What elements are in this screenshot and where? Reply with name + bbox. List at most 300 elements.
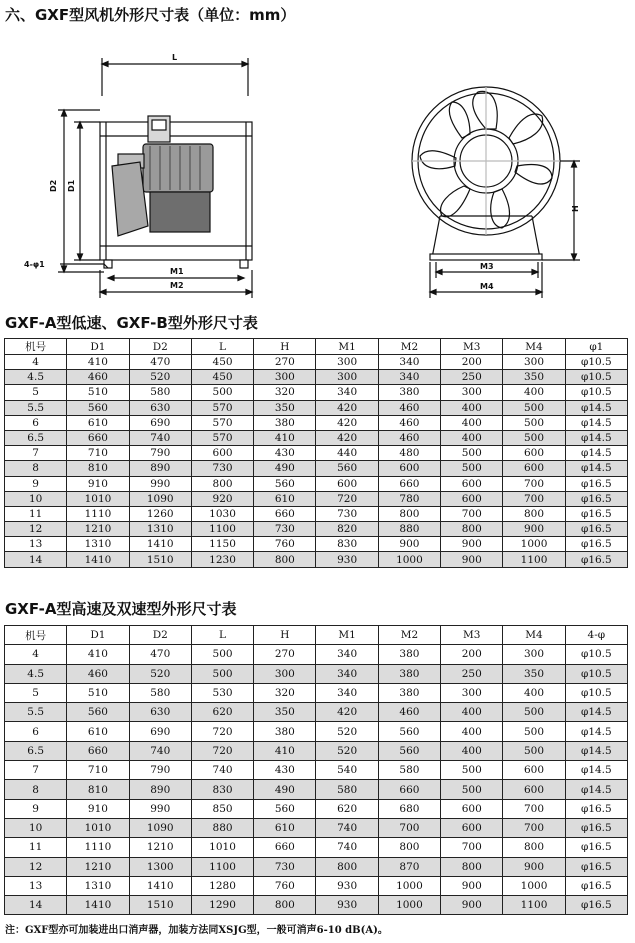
table-row <box>5 799 628 818</box>
table-cell: 12 <box>5 522 67 537</box>
table-cell: 660 <box>254 838 316 857</box>
table-cell: φ16.5 <box>565 838 627 857</box>
table-cell: 610 <box>254 491 316 506</box>
table-cell: 560 <box>254 799 316 818</box>
table-cell: 720 <box>191 722 253 741</box>
table-cell: φ10.5 <box>565 385 627 400</box>
table-cell: 460 <box>378 430 440 445</box>
table-cell: 1410 <box>67 552 129 567</box>
table-cell: 580 <box>378 761 440 780</box>
table-cell: 1000 <box>503 876 565 895</box>
table-cell: 560 <box>316 461 378 476</box>
table-cell: 600 <box>441 818 503 837</box>
table-cell: 340 <box>316 385 378 400</box>
table-cell: 1210 <box>67 857 129 876</box>
table-row <box>5 876 628 895</box>
table-cell: 570 <box>191 430 253 445</box>
table-cell: 470 <box>129 645 191 664</box>
table-cell: 7 <box>5 446 67 461</box>
table-cell: 600 <box>191 446 253 461</box>
table-cell: 780 <box>378 491 440 506</box>
table-cell: φ14.5 <box>565 430 627 445</box>
table-cell: 900 <box>441 896 503 915</box>
table-cell: 700 <box>503 818 565 837</box>
column-header: D1 <box>67 339 129 355</box>
table-cell: 800 <box>441 857 503 876</box>
table-row <box>5 446 628 461</box>
table-cell: 800 <box>191 476 253 491</box>
table-row <box>5 857 628 876</box>
table-row <box>5 683 628 702</box>
table-cell: 1510 <box>129 896 191 915</box>
dim-label-M3: M3 <box>480 262 494 271</box>
table-cell: 790 <box>129 446 191 461</box>
table-cell: φ14.5 <box>565 780 627 799</box>
table-cell: 1150 <box>191 537 253 552</box>
table-cell: 660 <box>67 741 129 760</box>
table-cell: 6 <box>5 415 67 430</box>
table-cell: 1110 <box>67 506 129 521</box>
table-cell: φ14.5 <box>565 415 627 430</box>
table-cell: 600 <box>503 461 565 476</box>
table-cell: 520 <box>316 741 378 760</box>
footnote: 注：GXF型亦可加装进出口消声器，加装方法同XSJG型，一般可消声6-10 dB(A)。 <box>5 925 388 936</box>
table-cell: 560 <box>67 400 129 415</box>
table-cell: 630 <box>129 400 191 415</box>
table-cell: 500 <box>503 741 565 760</box>
table-cell: 500 <box>191 664 253 683</box>
table-cell: 800 <box>441 522 503 537</box>
column-header: M2 <box>378 626 440 645</box>
table-cell: 730 <box>254 522 316 537</box>
table-cell: 350 <box>254 703 316 722</box>
table-cell: 400 <box>441 415 503 430</box>
table-cell: 850 <box>191 799 253 818</box>
table-cell: 1310 <box>129 522 191 537</box>
dim-label-M2: M2 <box>170 281 184 290</box>
table-cell: 710 <box>67 446 129 461</box>
table-cell: 300 <box>441 385 503 400</box>
table-cell: 500 <box>191 385 253 400</box>
table-cell: 5 <box>5 683 67 702</box>
table-cell: 800 <box>503 506 565 521</box>
table-cell: 400 <box>503 385 565 400</box>
table-cell: 400 <box>441 741 503 760</box>
column-header: M3 <box>441 339 503 355</box>
table-cell: 890 <box>129 461 191 476</box>
column-header: 机号 <box>5 626 67 645</box>
table-row <box>5 703 628 722</box>
dim-label-D2: D2 <box>49 179 58 192</box>
table-cell: 720 <box>316 491 378 506</box>
table-cell: 11 <box>5 506 67 521</box>
column-header: M2 <box>378 339 440 355</box>
table-cell: 300 <box>254 664 316 683</box>
table-cell: 270 <box>254 645 316 664</box>
table-cell: 10 <box>5 491 67 506</box>
table-cell: 460 <box>67 664 129 683</box>
table-row <box>5 664 628 683</box>
column-header: M1 <box>316 339 378 355</box>
table-cell: 1010 <box>67 491 129 506</box>
dim-label-M1: M1 <box>170 267 184 276</box>
table-row <box>5 385 628 400</box>
table-row <box>5 838 628 857</box>
fan-dimension-diagram <box>0 26 635 308</box>
table-cell: 1000 <box>378 896 440 915</box>
table-cell: 700 <box>378 818 440 837</box>
table-cell: 510 <box>67 683 129 702</box>
table-cell: 700 <box>503 491 565 506</box>
table-cell: 600 <box>503 761 565 780</box>
table-cell: 530 <box>191 683 253 702</box>
column-header: 4-φ <box>565 626 627 645</box>
table-row <box>5 461 628 476</box>
table-cell: 1280 <box>191 876 253 895</box>
column-header: D2 <box>129 339 191 355</box>
table-cell: 520 <box>129 370 191 385</box>
table-cell: 11 <box>5 838 67 857</box>
table-cell: 760 <box>254 876 316 895</box>
table-cell: 6.5 <box>5 430 67 445</box>
table-header-row <box>5 339 628 355</box>
table-cell: 520 <box>129 664 191 683</box>
table-cell: 340 <box>316 664 378 683</box>
table-cell: 6 <box>5 722 67 741</box>
table-cell: 1030 <box>191 506 253 521</box>
table-cell: φ16.5 <box>565 876 627 895</box>
table-cell: 350 <box>254 400 316 415</box>
table-cell: 990 <box>129 476 191 491</box>
table-cell: 660 <box>378 780 440 799</box>
table-row <box>5 476 628 491</box>
table-cell: 600 <box>441 799 503 818</box>
table-cell: 490 <box>254 461 316 476</box>
table-cell: 690 <box>129 415 191 430</box>
table-cell: 830 <box>191 780 253 799</box>
table-cell: 500 <box>441 461 503 476</box>
table-cell: φ10.5 <box>565 645 627 664</box>
table-cell: 420 <box>316 415 378 430</box>
table-cell: 440 <box>316 446 378 461</box>
table-cell: 380 <box>378 664 440 683</box>
table-cell: 480 <box>378 446 440 461</box>
table-cell: 1230 <box>191 552 253 567</box>
table-cell: 1210 <box>67 522 129 537</box>
table-row <box>5 645 628 664</box>
front-view-drawing <box>412 87 580 298</box>
table-cell: 900 <box>503 857 565 876</box>
table-cell: 9 <box>5 476 67 491</box>
column-header: L <box>191 626 253 645</box>
table-cell: 500 <box>441 446 503 461</box>
table-cell: 1000 <box>378 876 440 895</box>
table-cell: 10 <box>5 818 67 837</box>
table-cell: 600 <box>441 491 503 506</box>
table-cell: φ10.5 <box>565 355 627 370</box>
column-header: M1 <box>316 626 378 645</box>
column-header: D1 <box>67 626 129 645</box>
table-cell: φ14.5 <box>565 741 627 760</box>
table-cell: 720 <box>191 741 253 760</box>
table-cell: 600 <box>503 446 565 461</box>
low-speed-dimension-table <box>4 338 628 568</box>
table-cell: 350 <box>503 664 565 683</box>
table-row <box>5 761 628 780</box>
table-cell: 400 <box>441 703 503 722</box>
table-cell: 420 <box>316 400 378 415</box>
table-cell: 1010 <box>67 818 129 837</box>
table-cell: 600 <box>316 476 378 491</box>
table-cell: 1100 <box>503 896 565 915</box>
table-cell: 900 <box>441 552 503 567</box>
table-cell: 500 <box>503 703 565 722</box>
table-cell: 660 <box>254 506 316 521</box>
table-cell: 570 <box>191 400 253 415</box>
column-header: M4 <box>503 626 565 645</box>
column-header: M3 <box>441 626 503 645</box>
table-cell: 820 <box>316 522 378 537</box>
table-cell: φ10.5 <box>565 664 627 683</box>
table-cell: 12 <box>5 857 67 876</box>
table-cell: 300 <box>503 355 565 370</box>
table-cell: 920 <box>191 491 253 506</box>
table2-title: GXF-A型高速及双速型外形尺寸表 <box>5 600 237 618</box>
table-cell: 700 <box>441 506 503 521</box>
table-cell: 460 <box>67 370 129 385</box>
table-cell: 4 <box>5 355 67 370</box>
table-cell: 380 <box>378 683 440 702</box>
table-cell: 1300 <box>129 857 191 876</box>
table-row <box>5 552 628 567</box>
column-header: D2 <box>129 626 191 645</box>
table-cell: 620 <box>316 799 378 818</box>
table-cell: φ16.5 <box>565 537 627 552</box>
table-cell: 340 <box>378 355 440 370</box>
table-cell: 4 <box>5 645 67 664</box>
table-cell: 470 <box>129 355 191 370</box>
table-cell: 1090 <box>129 491 191 506</box>
table-cell: 740 <box>191 761 253 780</box>
table-cell: 540 <box>316 761 378 780</box>
table-cell: φ14.5 <box>565 703 627 722</box>
table-cell: φ16.5 <box>565 491 627 506</box>
table-row <box>5 818 628 837</box>
table-cell: 570 <box>191 415 253 430</box>
table-cell: φ14.5 <box>565 446 627 461</box>
table-cell: 800 <box>316 857 378 876</box>
table-cell: 400 <box>441 722 503 741</box>
table-cell: 890 <box>129 780 191 799</box>
table-cell: 560 <box>378 741 440 760</box>
table-cell: φ16.5 <box>565 552 627 567</box>
table-cell: 500 <box>503 430 565 445</box>
table-cell: 800 <box>378 838 440 857</box>
table-cell: 460 <box>378 415 440 430</box>
table-cell: 1100 <box>191 522 253 537</box>
table-cell: 410 <box>67 645 129 664</box>
table-cell: 380 <box>378 645 440 664</box>
table-cell: 700 <box>503 476 565 491</box>
table-cell: 1410 <box>129 876 191 895</box>
table-cell: 600 <box>378 461 440 476</box>
table-cell: 410 <box>254 430 316 445</box>
table-cell: 1000 <box>503 537 565 552</box>
table-cell: 810 <box>67 461 129 476</box>
table-cell: 420 <box>316 430 378 445</box>
table-cell: 1010 <box>191 838 253 857</box>
table-cell: 560 <box>67 703 129 722</box>
table-cell: 460 <box>378 703 440 722</box>
table-cell: 760 <box>254 537 316 552</box>
table-cell: 500 <box>441 761 503 780</box>
table-cell: φ16.5 <box>565 506 627 521</box>
column-header: H <box>254 339 316 355</box>
table-cell: 320 <box>254 385 316 400</box>
table-cell: 5.5 <box>5 400 67 415</box>
table-cell: 1510 <box>129 552 191 567</box>
table-cell: 500 <box>503 415 565 430</box>
table-cell: 6.5 <box>5 741 67 760</box>
table-cell: 700 <box>503 799 565 818</box>
table-cell: 870 <box>378 857 440 876</box>
table-cell: 4.5 <box>5 370 67 385</box>
page-title: 六、GXF型风机外形尺寸表（单位：mm） <box>5 6 296 24</box>
table-cell: 630 <box>129 703 191 722</box>
table-cell: 800 <box>254 896 316 915</box>
table-cell: 500 <box>441 780 503 799</box>
table-cell: 14 <box>5 552 67 567</box>
table-row <box>5 430 628 445</box>
table-cell: 900 <box>441 537 503 552</box>
table-cell: φ14.5 <box>565 400 627 415</box>
table-cell: 300 <box>316 370 378 385</box>
table-cell: 900 <box>378 537 440 552</box>
table-cell: 8 <box>5 780 67 799</box>
table-cell: 730 <box>254 857 316 876</box>
table-cell: 5.5 <box>5 703 67 722</box>
table-cell: 460 <box>378 400 440 415</box>
table-cell: 1110 <box>67 838 129 857</box>
table-cell: 380 <box>254 415 316 430</box>
table-cell: 740 <box>316 838 378 857</box>
dim-label-D1: D1 <box>67 179 76 192</box>
table-cell: 990 <box>129 799 191 818</box>
column-header: 机号 <box>5 339 67 355</box>
table-cell: φ14.5 <box>565 461 627 476</box>
table-cell: 300 <box>316 355 378 370</box>
table-cell: φ14.5 <box>565 761 627 780</box>
table-row <box>5 722 628 741</box>
table-cell: 500 <box>503 400 565 415</box>
table-cell: φ10.5 <box>565 370 627 385</box>
table-cell: 410 <box>67 355 129 370</box>
table-cell: 200 <box>441 645 503 664</box>
table-cell: 600 <box>441 476 503 491</box>
table-cell: 380 <box>254 722 316 741</box>
table-cell: φ16.5 <box>565 818 627 837</box>
table-cell: 1290 <box>191 896 253 915</box>
table-cell: 340 <box>378 370 440 385</box>
table-cell: 800 <box>503 838 565 857</box>
table-cell: 660 <box>378 476 440 491</box>
column-header: M4 <box>503 339 565 355</box>
table-cell: 500 <box>191 645 253 664</box>
table-cell: φ16.5 <box>565 896 627 915</box>
table-cell: 740 <box>129 741 191 760</box>
table-cell: 800 <box>254 552 316 567</box>
table-row <box>5 491 628 506</box>
table-cell: φ10.5 <box>565 683 627 702</box>
table-cell: 690 <box>129 722 191 741</box>
table-row <box>5 522 628 537</box>
table-cell: 380 <box>378 385 440 400</box>
table-row <box>5 506 628 521</box>
table-row <box>5 400 628 415</box>
table-row <box>5 355 628 370</box>
table-cell: 300 <box>503 645 565 664</box>
table-cell: 320 <box>254 683 316 702</box>
table-row <box>5 741 628 760</box>
dim-label-holes: 4-φ1 <box>24 260 45 269</box>
table-cell: 700 <box>441 838 503 857</box>
table-cell: 430 <box>254 446 316 461</box>
table-cell: 740 <box>316 818 378 837</box>
table-row <box>5 415 628 430</box>
table-cell: 660 <box>67 430 129 445</box>
table-cell: 250 <box>441 664 503 683</box>
table-cell: 560 <box>378 722 440 741</box>
table-cell: 710 <box>67 761 129 780</box>
table-cell: 1000 <box>378 552 440 567</box>
table-cell: 800 <box>378 506 440 521</box>
table-cell: 900 <box>503 522 565 537</box>
table-cell: 790 <box>129 761 191 780</box>
table-cell: 930 <box>316 896 378 915</box>
table-cell: 580 <box>129 683 191 702</box>
table-cell: φ16.5 <box>565 476 627 491</box>
table-cell: 410 <box>254 741 316 760</box>
table-cell: 880 <box>191 818 253 837</box>
table-cell: 930 <box>316 552 378 567</box>
table-cell: 490 <box>254 780 316 799</box>
table-cell: 420 <box>316 703 378 722</box>
table-cell: 4.5 <box>5 664 67 683</box>
table-cell: 9 <box>5 799 67 818</box>
table-cell: 14 <box>5 896 67 915</box>
high-speed-dimension-table <box>4 625 628 915</box>
table-cell: 520 <box>316 722 378 741</box>
table-cell: 610 <box>67 722 129 741</box>
dim-label-M4: M4 <box>480 282 494 291</box>
table-cell: 880 <box>378 522 440 537</box>
table-cell: 1100 <box>503 552 565 567</box>
table-cell: 510 <box>67 385 129 400</box>
table-cell: 810 <box>67 780 129 799</box>
table-cell: 740 <box>129 430 191 445</box>
table-cell: 730 <box>316 506 378 521</box>
dim-label-H: H <box>571 205 580 212</box>
table-cell: 730 <box>191 461 253 476</box>
table-cell: 500 <box>503 722 565 741</box>
table-cell: 910 <box>67 799 129 818</box>
table-cell: 600 <box>503 780 565 799</box>
table-cell: 1210 <box>129 838 191 857</box>
table-cell: 5 <box>5 385 67 400</box>
table-cell: 580 <box>129 385 191 400</box>
column-header: H <box>254 626 316 645</box>
table-cell: 610 <box>254 818 316 837</box>
